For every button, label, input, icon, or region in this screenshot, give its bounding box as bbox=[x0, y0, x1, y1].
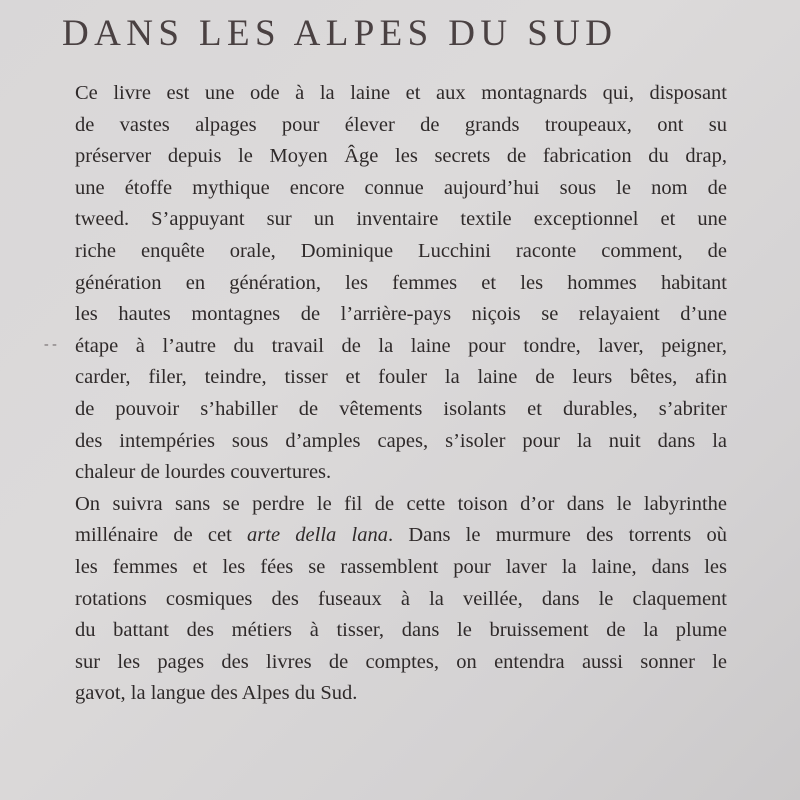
text-line bbox=[75, 520, 727, 552]
text-line: Ce livre est une ode à la laine et aux montagnards qui, disposant bbox=[75, 82, 727, 104]
text-line: gavot, la langue des Alpes du Sud. bbox=[75, 682, 358, 705]
italic-phrase: arte della lana bbox=[247, 524, 388, 547]
text-line: une étoffe mythique encore connue aujourd’hui sous le nom de bbox=[75, 176, 727, 199]
text-line: tweed. S’appuyant sur un inventaire textile exceptionnel et une bbox=[75, 208, 727, 231]
text-line: du battant des métiers à tisser, dans le bruissement de la plume bbox=[75, 619, 727, 642]
text-line: étape à l’autre du travail de la laine pour tondre, laver, peigner, bbox=[75, 334, 727, 357]
text-line: carder, filer, teindre, tisser et fouler la laine de leurs bêtes, afin bbox=[75, 366, 727, 389]
text-line: génération en génération, les femmes et les hommes habitant bbox=[75, 271, 727, 294]
text-line: riche enquête orale, Dominique Lucchini raconte comment, de bbox=[75, 239, 727, 262]
text-line: préserver depuis le Moyen Âge les secrets de fabrication du drap, bbox=[75, 145, 727, 168]
text-line: les femmes et les fées se rassemblent pour laver la laine, dans les bbox=[75, 555, 727, 578]
text-line: On suivra sans se perdre le fil de cette toison d’or dans le labyrinthe bbox=[75, 492, 727, 515]
text-line: les hautes montagnes de l’arrière-pays niçois se relayaient d’une bbox=[75, 303, 727, 326]
text-line: rotations cosmiques des fuseaux à la veillée, dans le claquement bbox=[75, 587, 727, 610]
book-title: DANS LES ALPES DU SUD bbox=[62, 13, 618, 54]
text-line: chaleur de lourdes couvertures. bbox=[75, 461, 332, 484]
text-segment: millénaire de cet bbox=[75, 524, 248, 547]
text-line: de vastes alpages pour élever de grands troupeaux, ont su bbox=[75, 113, 727, 136]
margin-mark: - - bbox=[44, 337, 57, 352]
text-line: sur les pages des livres de comptes, on entendra aussi sonner le bbox=[75, 650, 727, 673]
blurb-text bbox=[75, 78, 727, 710]
text-segment: . Dans le murmure des torrents où bbox=[387, 524, 727, 547]
text-line: de pouvoir s’habiller de vêtements isolants et durables, s’abriter bbox=[75, 397, 727, 420]
text-line: des intempéries sous d’amples capes, s’isoler pour la nuit dans la bbox=[75, 429, 727, 452]
